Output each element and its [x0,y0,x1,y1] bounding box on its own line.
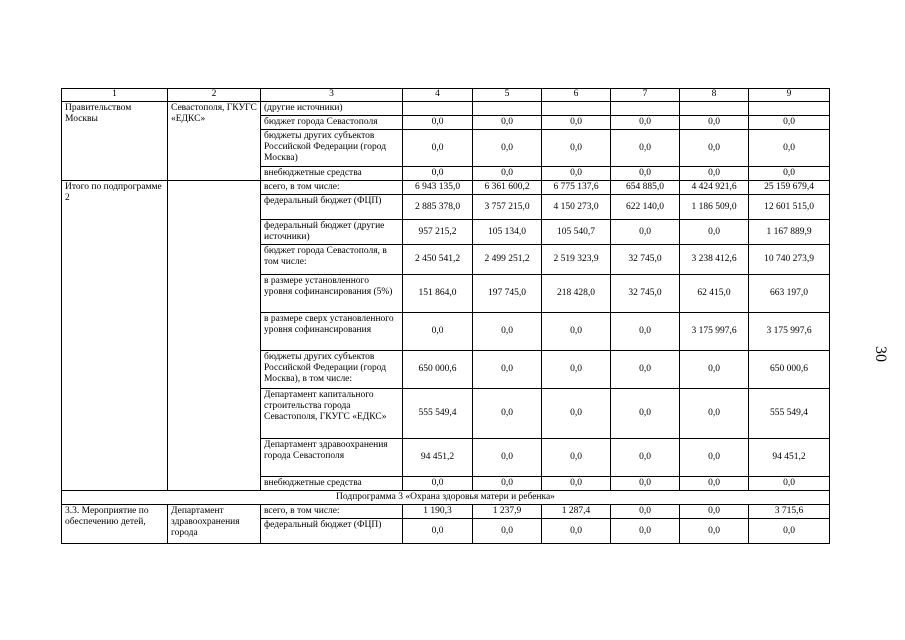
value-cell: 0,0 [749,116,830,130]
value-cell: 62 415,0 [680,275,749,313]
header-cell: 7 [611,89,680,102]
value-cell: 0,0 [611,116,680,130]
value-cell: 0,0 [749,130,830,167]
value-cell [473,102,542,116]
value-cell: 105 134,0 [473,220,542,245]
value-cell: 0,0 [680,519,749,544]
source-label: бюджеты других субъектов Российской Федерации (город Москва) [261,130,403,167]
source-label: внебюджетные средства [261,167,403,181]
value-cell: 0,0 [611,505,680,519]
value-cell: 0,0 [680,220,749,245]
value-cell: 0,0 [542,351,611,389]
value-cell: 1 167 889,9 [749,220,830,245]
value-cell: 0,0 [611,313,680,351]
value-cell [680,102,749,116]
header-cell: 4 [403,89,473,102]
value-cell: 0,0 [680,477,749,491]
value-cell: 0,0 [473,389,542,439]
value-cell: 105 540,7 [542,220,611,245]
source-label: федеральный бюджет (другие источники) [261,220,403,245]
value-cell [403,102,473,116]
value-cell: 6 943 135,0 [403,181,473,195]
value-cell: 0,0 [542,116,611,130]
value-cell: 0,0 [542,130,611,167]
subprogram-title: Подпрограмма 3 «Охрана здоровья матери и ребенка» [62,491,830,505]
value-cell: 3 175 997,6 [749,313,830,351]
value-cell: 3 238 412,6 [680,245,749,275]
budget-table [61,88,830,544]
value-cell: 0,0 [473,167,542,181]
value-cell: 3 757 215,0 [473,195,542,220]
value-cell: 0,0 [611,351,680,389]
source-label: внебюджетные средства [261,477,403,491]
header-cell: 1 [62,89,168,102]
value-cell: 0,0 [473,130,542,167]
source-label: в размере сверх установленного уровня софинансирования [261,313,403,351]
value-cell: 0,0 [680,351,749,389]
value-cell: 0,0 [403,116,473,130]
section-row [62,491,830,505]
header-cell: 6 [542,89,611,102]
value-cell: 12 601 515,0 [749,195,830,220]
value-cell: 0,0 [473,477,542,491]
value-cell: 2 450 541,2 [403,245,473,275]
value-cell [749,102,830,116]
header-cell: 8 [680,89,749,102]
value-cell: 0,0 [611,389,680,439]
value-cell: 151 864,0 [403,275,473,313]
responsible-cell: Департамент здравоохранения города [168,505,261,544]
value-cell: 218 428,0 [542,275,611,313]
value-cell: 957 215,2 [403,220,473,245]
value-cell: 0,0 [542,439,611,477]
value-cell: 94 451,2 [403,439,473,477]
value-cell: 555 549,4 [749,389,830,439]
value-cell: 0,0 [680,389,749,439]
value-cell: 1 237,9 [473,505,542,519]
page-number: 30 [872,346,889,362]
value-cell: 0,0 [611,477,680,491]
source-label: всего, в том числе: [261,181,403,195]
source-label: бюджет города Севастополя, в том числе: [261,245,403,275]
value-cell: 2 499 251,2 [473,245,542,275]
value-cell [542,102,611,116]
value-cell: 0,0 [611,220,680,245]
value-cell: 6 775 137,6 [542,181,611,195]
value-cell: 3 175 997,6 [680,313,749,351]
value-cell: 0,0 [403,519,473,544]
table-row [62,505,830,519]
source-label: бюджеты других субъектов Российской Федерации (город Москва), в том числе: [261,351,403,389]
value-cell: 0,0 [473,313,542,351]
value-cell: 650 000,6 [403,351,473,389]
value-cell: 0,0 [542,389,611,439]
source-label: (другие источники) [261,102,403,116]
table-row [62,181,830,195]
value-cell: 1 190,3 [403,505,473,519]
value-cell: 32 745,0 [611,245,680,275]
source-label: федеральный бюджет (ФЦП) [261,519,403,544]
source-label: всего, в том числе: [261,505,403,519]
value-cell: 663 197,0 [749,275,830,313]
value-cell: 197 745,0 [473,275,542,313]
value-cell: 0,0 [473,519,542,544]
source-label: Департамент капитального строительства города Севастополя, ГКУГС «ЕДКС» [261,389,403,439]
value-cell: 1 287,4 [542,505,611,519]
header-cell: 2 [168,89,261,102]
executor-cell: 3.3. Мероприятие по обеспечению детей, [62,505,168,544]
responsible-cell: Севастополя, ГКУГС «ЕДКС» [168,102,261,181]
header-cell: 5 [473,89,542,102]
value-cell: 0,0 [473,439,542,477]
value-cell: 0,0 [680,116,749,130]
value-cell: 0,0 [680,167,749,181]
source-label: бюджет города Севастополя [261,116,403,130]
value-cell: 0,0 [680,439,749,477]
value-cell: 0,0 [749,477,830,491]
value-cell: 4 150 273,0 [542,195,611,220]
value-cell: 1 186 509,0 [680,195,749,220]
value-cell: 0,0 [611,519,680,544]
value-cell: 622 140,0 [611,195,680,220]
value-cell: 0,0 [611,167,680,181]
value-cell: 94 451,2 [749,439,830,477]
value-cell: 10 740 273,9 [749,245,830,275]
header-cell: 3 [261,89,403,102]
value-cell: 0,0 [542,477,611,491]
value-cell: 654 885,0 [611,181,680,195]
table-row [62,102,830,116]
value-cell: 0,0 [542,313,611,351]
value-cell: 0,0 [611,439,680,477]
value-cell: 0,0 [542,167,611,181]
value-cell: 0,0 [749,519,830,544]
source-label: федеральный бюджет (ФЦП) [261,195,403,220]
value-cell: 650 000,6 [749,351,830,389]
header-cell: 9 [749,89,830,102]
source-label: в размере установленного уровня софинансирования (5%) [261,275,403,313]
value-cell: 0,0 [473,351,542,389]
value-cell: 0,0 [680,130,749,167]
value-cell: 0,0 [403,477,473,491]
value-cell: 3 715,6 [749,505,830,519]
source-label: Департамент здравоохранения города Севастополя [261,439,403,477]
value-cell: 0,0 [403,130,473,167]
value-cell: 25 159 679,4 [749,181,830,195]
responsible-cell [168,181,261,491]
value-cell: 0,0 [680,505,749,519]
value-cell: 0,0 [473,116,542,130]
executor-cell: Итого по подпрограмме 2 [62,181,168,491]
value-cell: 0,0 [611,130,680,167]
value-cell: 6 361 600,2 [473,181,542,195]
value-cell: 0,0 [749,167,830,181]
value-cell: 0,0 [403,167,473,181]
value-cell: 4 424 921,6 [680,181,749,195]
value-cell [611,102,680,116]
header-row [62,89,830,102]
value-cell: 0,0 [403,313,473,351]
value-cell: 2 885 378,0 [403,195,473,220]
executor-cell: Правительством Москвы [62,102,168,181]
value-cell: 555 549,4 [403,389,473,439]
value-cell: 32 745,0 [611,275,680,313]
value-cell: 2 519 323,9 [542,245,611,275]
value-cell: 0,0 [542,519,611,544]
